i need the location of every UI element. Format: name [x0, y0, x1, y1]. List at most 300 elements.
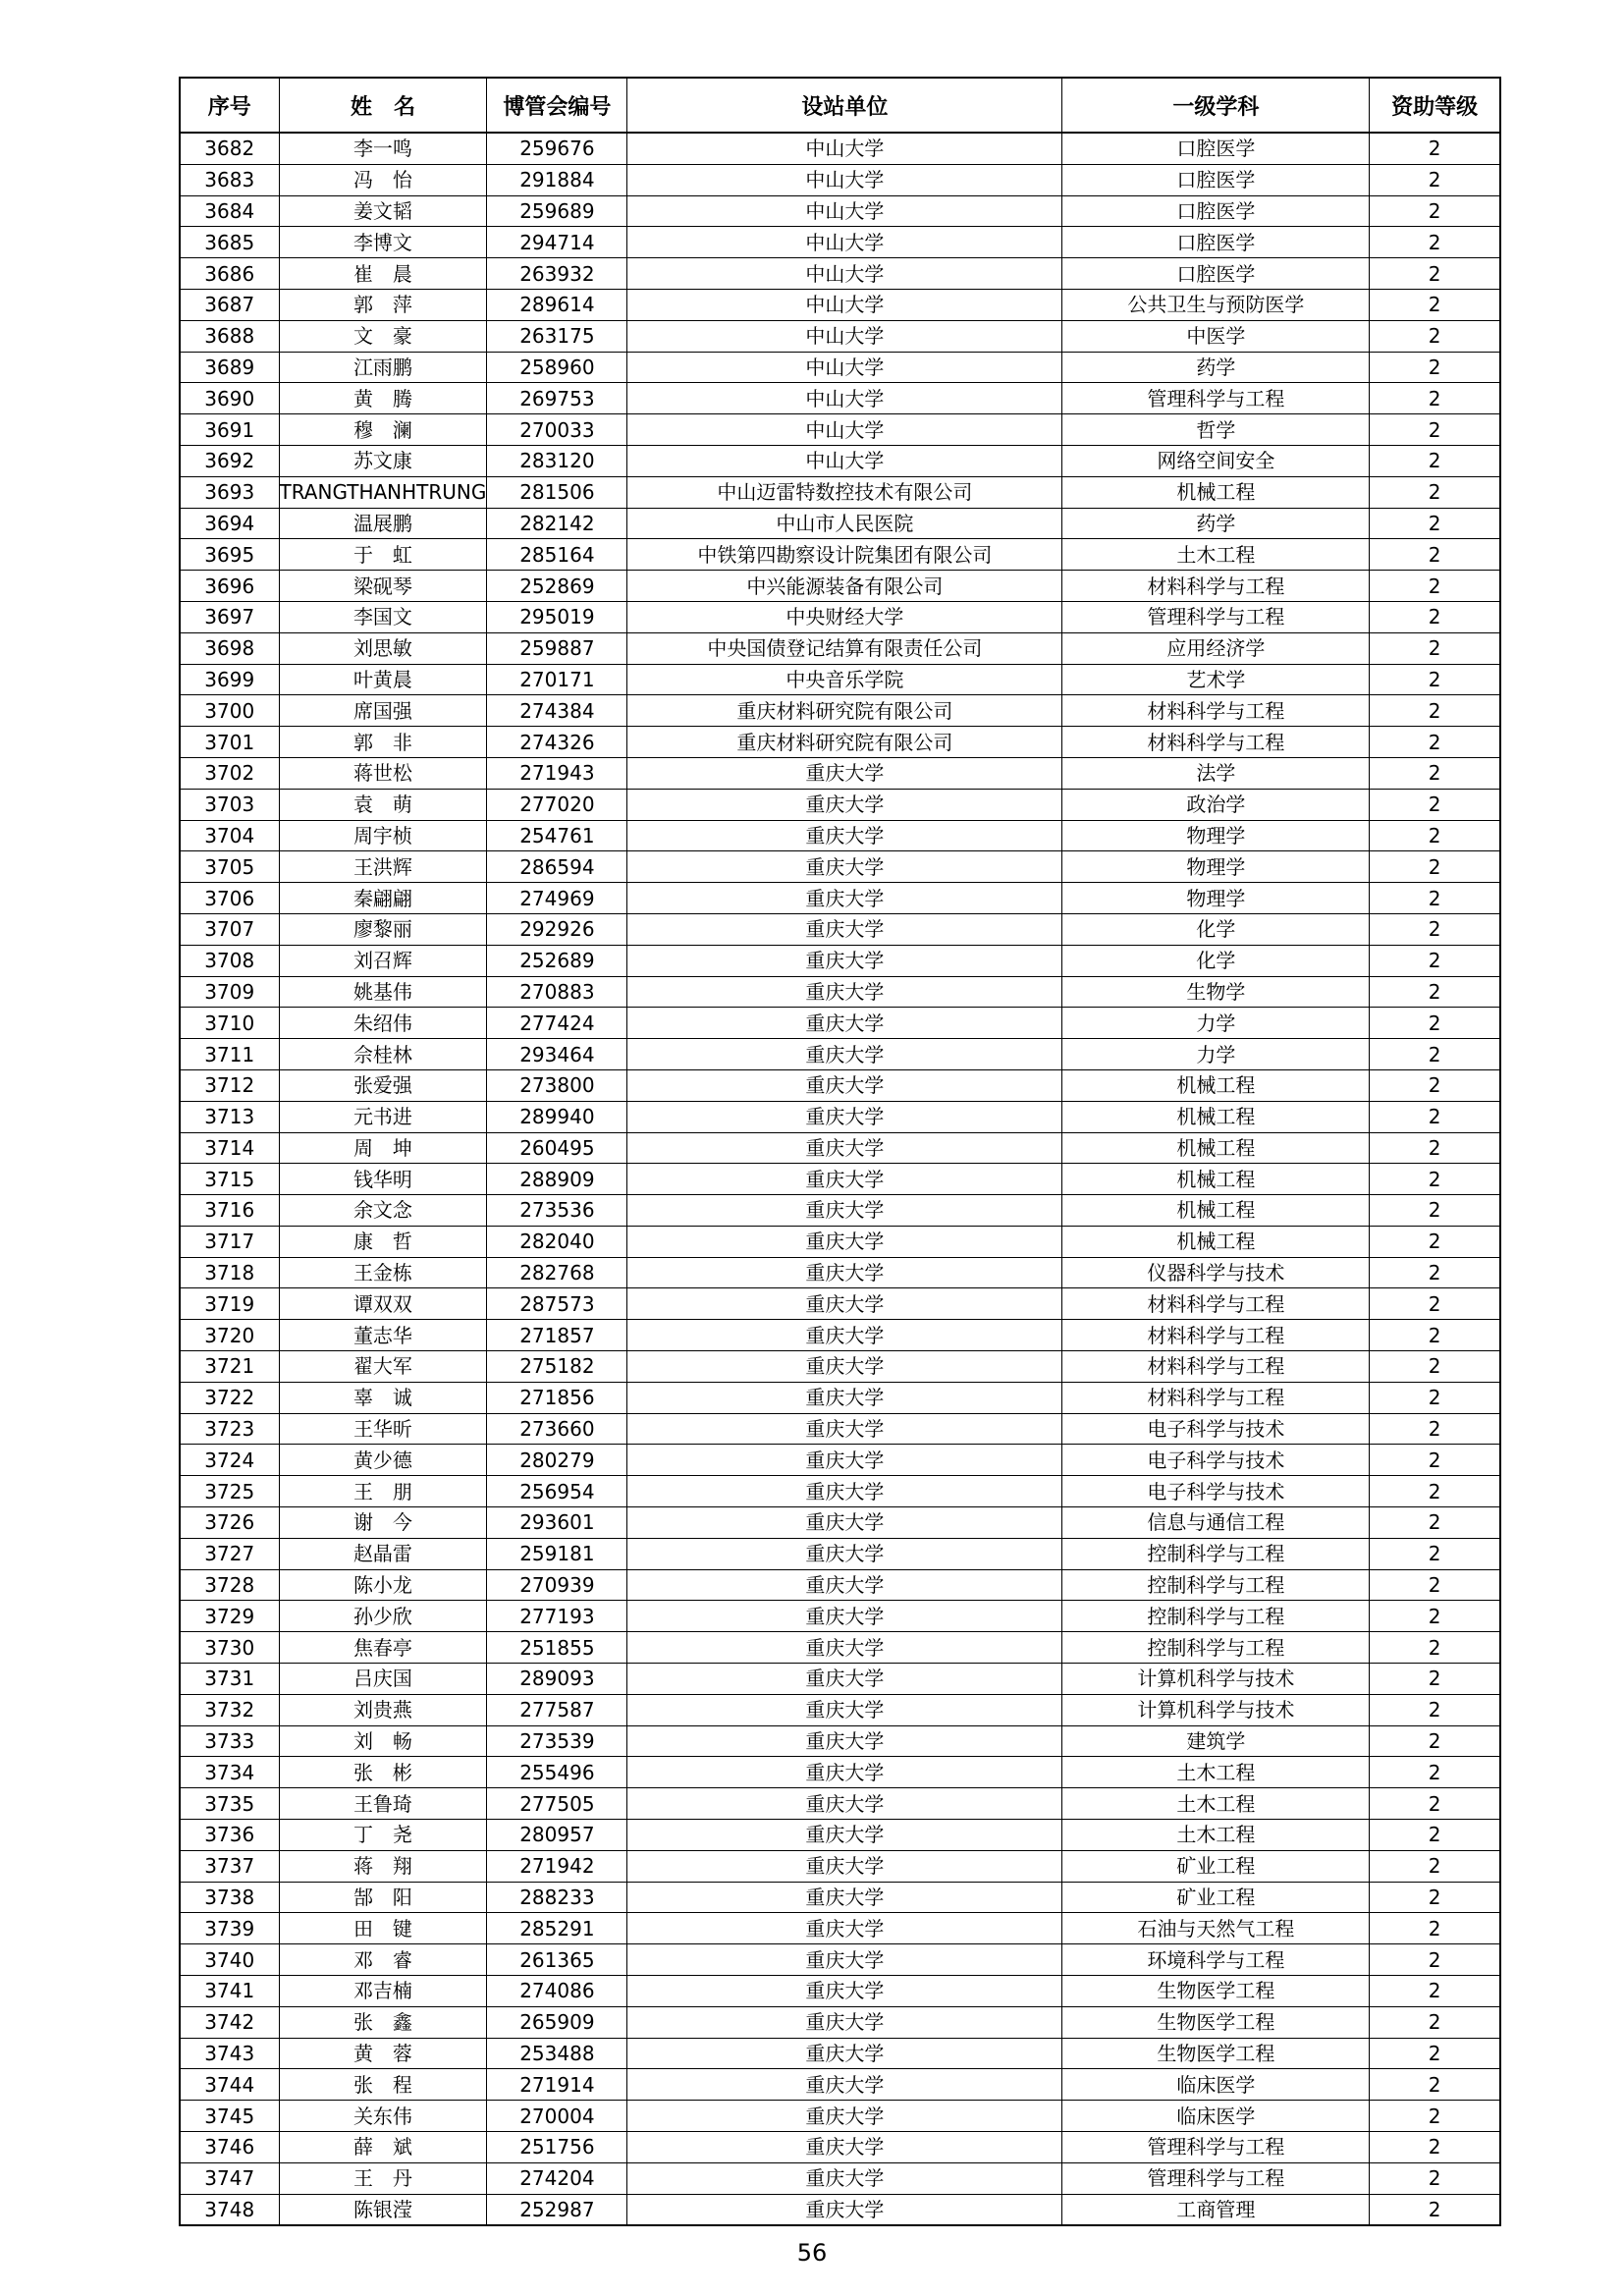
row-index: 3746	[180, 2132, 279, 2163]
row-discipline: 生物学	[1062, 976, 1370, 1008]
row-unit: 重庆材料研究院有限公司	[627, 727, 1062, 758]
row-name: 朱绍伟	[279, 1008, 487, 1039]
row-unit: 重庆大学	[627, 1226, 1062, 1257]
row-index: 3694	[180, 508, 279, 539]
row-unit: 重庆大学	[627, 2101, 1062, 2132]
row-id: 280957	[487, 1820, 627, 1851]
row-name: 黄少德	[279, 1445, 487, 1476]
row-index: 3731	[180, 1664, 279, 1695]
row-index: 3744	[180, 2069, 279, 2101]
row-name: 丁 尧	[279, 1820, 487, 1851]
row-name: 刘召辉	[279, 945, 487, 976]
row-discipline: 口腔医学	[1062, 227, 1370, 258]
row-index: 3682	[180, 133, 279, 164]
row-unit: 中央国债登记结算有限责任公司	[627, 632, 1062, 664]
row-discipline: 力学	[1062, 1008, 1370, 1039]
table-row	[180, 632, 1500, 664]
row-grade: 2	[1370, 1664, 1500, 1695]
row-name: 王鲁琦	[279, 1788, 487, 1820]
row-index: 3693	[180, 476, 279, 508]
row-index: 3688	[180, 320, 279, 352]
row-discipline: 电子科学与技术	[1062, 1476, 1370, 1507]
row-grade: 2	[1370, 727, 1500, 758]
row-id: 253488	[487, 2038, 627, 2069]
row-id: 271943	[487, 757, 627, 789]
row-name: 陈小龙	[279, 1569, 487, 1601]
row-index: 3723	[180, 1413, 279, 1445]
row-name: 董志华	[279, 1320, 487, 1351]
row-id: 274326	[487, 727, 627, 758]
table-row	[180, 1632, 1500, 1664]
row-id: 259181	[487, 1538, 627, 1569]
table-row	[180, 1382, 1500, 1413]
row-index: 3692	[180, 445, 279, 476]
row-index: 3684	[180, 195, 279, 227]
row-name: 陈银滢	[279, 2194, 487, 2225]
row-grade: 2	[1370, 1008, 1500, 1039]
row-id: 270004	[487, 2101, 627, 2132]
row-name: 姜文韬	[279, 195, 487, 227]
row-index: 3732	[180, 1694, 279, 1725]
row-discipline: 材料科学与工程	[1062, 1351, 1370, 1383]
table-row	[180, 1039, 1500, 1070]
row-index: 3701	[180, 727, 279, 758]
row-name: 康 哲	[279, 1226, 487, 1257]
row-unit: 中山大学	[627, 320, 1062, 352]
row-id: 261365	[487, 1944, 627, 1976]
row-grade: 2	[1370, 1944, 1500, 1976]
table-row	[180, 571, 1500, 602]
row-unit: 重庆大学	[627, 2006, 1062, 2038]
row-unit: 重庆大学	[627, 1788, 1062, 1820]
row-grade: 2	[1370, 1413, 1500, 1445]
row-unit: 中山市人民医院	[627, 508, 1062, 539]
row-name: 袁 萌	[279, 789, 487, 820]
row-unit: 重庆大学	[627, 1913, 1062, 1944]
row-name: 刘贵燕	[279, 1694, 487, 1725]
row-unit: 重庆大学	[627, 945, 1062, 976]
row-grade: 2	[1370, 789, 1500, 820]
row-id: 254761	[487, 820, 627, 851]
row-id: 270033	[487, 414, 627, 446]
row-name: 姚基伟	[279, 976, 487, 1008]
row-grade: 2	[1370, 1507, 1500, 1539]
row-grade: 2	[1370, 1725, 1500, 1757]
row-grade: 2	[1370, 851, 1500, 883]
row-name: 黄 蓉	[279, 2038, 487, 2069]
row-discipline: 电子科学与技术	[1062, 1413, 1370, 1445]
table-row	[180, 976, 1500, 1008]
row-discipline: 口腔医学	[1062, 133, 1370, 164]
row-id: 277193	[487, 1601, 627, 1632]
row-grade: 2	[1370, 1632, 1500, 1664]
row-index: 3743	[180, 2038, 279, 2069]
row-unit: 重庆大学	[627, 1476, 1062, 1507]
row-index: 3683	[180, 164, 279, 195]
row-name: TRANGTHANHTRUNG	[279, 476, 487, 508]
row-id: 274969	[487, 883, 627, 914]
row-index: 3711	[180, 1039, 279, 1070]
row-unit: 重庆大学	[627, 2038, 1062, 2069]
row-index: 3747	[180, 2162, 279, 2194]
row-discipline: 材料科学与工程	[1062, 571, 1370, 602]
row-index: 3707	[180, 913, 279, 945]
row-unit: 中山大学	[627, 195, 1062, 227]
table-row	[180, 913, 1500, 945]
row-grade: 2	[1370, 1039, 1500, 1070]
row-name: 辜 诚	[279, 1382, 487, 1413]
row-unit: 重庆大学	[627, 1413, 1062, 1445]
table-row	[180, 1320, 1500, 1351]
row-discipline: 电子科学与技术	[1062, 1445, 1370, 1476]
row-id: 258960	[487, 352, 627, 383]
row-grade: 2	[1370, 695, 1500, 727]
row-grade: 2	[1370, 414, 1500, 446]
postdoc-funding-table	[179, 77, 1501, 2226]
row-id: 292926	[487, 913, 627, 945]
row-unit: 重庆大学	[627, 1101, 1062, 1132]
row-index: 3704	[180, 820, 279, 851]
row-grade: 2	[1370, 1694, 1500, 1725]
table-body	[180, 133, 1500, 2225]
row-grade: 2	[1370, 1569, 1500, 1601]
row-unit: 中山大学	[627, 258, 1062, 290]
row-index: 3686	[180, 258, 279, 290]
row-discipline: 管理科学与工程	[1062, 383, 1370, 414]
row-id: 277505	[487, 1788, 627, 1820]
row-id: 280279	[487, 1445, 627, 1476]
table-row	[180, 1601, 1500, 1632]
row-grade: 2	[1370, 352, 1500, 383]
row-unit: 重庆大学	[627, 1976, 1062, 2007]
row-index: 3727	[180, 1538, 279, 1569]
row-discipline: 生物医学工程	[1062, 1976, 1370, 2007]
row-name: 张 彬	[279, 1757, 487, 1788]
row-grade: 2	[1370, 258, 1500, 290]
row-index: 3689	[180, 352, 279, 383]
header-id: 博管会编号	[487, 78, 627, 133]
table-row	[180, 2101, 1500, 2132]
row-discipline: 公共卫生与预防医学	[1062, 289, 1370, 320]
row-discipline: 艺术学	[1062, 664, 1370, 695]
row-unit: 中山迈雷特数控技术有限公司	[627, 476, 1062, 508]
row-name: 邓吉楠	[279, 1976, 487, 2007]
row-id: 270883	[487, 976, 627, 1008]
row-discipline: 生物医学工程	[1062, 2006, 1370, 2038]
row-grade: 2	[1370, 1976, 1500, 2007]
row-unit: 重庆大学	[627, 1944, 1062, 1976]
row-unit: 中山大学	[627, 289, 1062, 320]
row-discipline: 机械工程	[1062, 1069, 1370, 1101]
row-id: 289940	[487, 1101, 627, 1132]
row-unit: 重庆大学	[627, 1351, 1062, 1383]
table-row	[180, 2006, 1500, 2038]
table-row	[180, 1288, 1500, 1320]
row-discipline: 力学	[1062, 1039, 1370, 1070]
row-id: 263932	[487, 258, 627, 290]
row-unit: 重庆大学	[627, 1445, 1062, 1476]
table-row	[180, 445, 1500, 476]
row-index: 3741	[180, 1976, 279, 2007]
row-unit: 中铁第四勘察设计院集团有限公司	[627, 539, 1062, 571]
row-grade: 2	[1370, 601, 1500, 632]
row-name: 周 坤	[279, 1132, 487, 1164]
row-discipline: 控制科学与工程	[1062, 1538, 1370, 1569]
row-unit: 重庆大学	[627, 2069, 1062, 2101]
row-id: 274204	[487, 2162, 627, 2194]
row-id: 282768	[487, 1257, 627, 1288]
row-name: 余文念	[279, 1195, 487, 1227]
row-grade: 2	[1370, 1288, 1500, 1320]
row-id: 271942	[487, 1850, 627, 1882]
table-row	[180, 1944, 1500, 1976]
row-grade: 2	[1370, 1913, 1500, 1944]
table-row	[180, 133, 1500, 164]
row-grade: 2	[1370, 2162, 1500, 2194]
table-row	[180, 539, 1500, 571]
row-discipline: 物理学	[1062, 820, 1370, 851]
row-unit: 重庆大学	[627, 883, 1062, 914]
row-name: 王洪辉	[279, 851, 487, 883]
row-discipline: 应用经济学	[1062, 632, 1370, 664]
row-grade: 2	[1370, 1476, 1500, 1507]
row-index: 3687	[180, 289, 279, 320]
row-name: 谢 今	[279, 1507, 487, 1539]
row-grade: 2	[1370, 1257, 1500, 1288]
row-grade: 2	[1370, 1757, 1500, 1788]
table-row	[180, 195, 1500, 227]
row-name: 张 程	[279, 2069, 487, 2101]
row-name: 张爱强	[279, 1069, 487, 1101]
row-index: 3721	[180, 1351, 279, 1383]
row-name: 钱华明	[279, 1164, 487, 1195]
row-discipline: 口腔医学	[1062, 195, 1370, 227]
row-id: 251855	[487, 1632, 627, 1664]
row-grade: 2	[1370, 2101, 1500, 2132]
row-discipline: 生物医学工程	[1062, 2038, 1370, 2069]
table-row	[180, 757, 1500, 789]
row-grade: 2	[1370, 1351, 1500, 1383]
row-id: 251756	[487, 2132, 627, 2163]
row-discipline: 控制科学与工程	[1062, 1569, 1370, 1601]
row-id: 259887	[487, 632, 627, 664]
row-name: 崔 晨	[279, 258, 487, 290]
row-unit: 中山大学	[627, 352, 1062, 383]
row-id: 263175	[487, 320, 627, 352]
row-id: 255496	[487, 1757, 627, 1788]
row-id: 277020	[487, 789, 627, 820]
table-row	[180, 164, 1500, 195]
row-name: 黄 腾	[279, 383, 487, 414]
table-row	[180, 1195, 1500, 1227]
row-index: 3695	[180, 539, 279, 571]
row-grade: 2	[1370, 1320, 1500, 1351]
row-grade: 2	[1370, 2069, 1500, 2101]
row-unit: 重庆大学	[627, 1820, 1062, 1851]
row-grade: 2	[1370, 164, 1500, 195]
row-discipline: 控制科学与工程	[1062, 1632, 1370, 1664]
row-discipline: 材料科学与工程	[1062, 1320, 1370, 1351]
table-row	[180, 1069, 1500, 1101]
row-id: 252689	[487, 945, 627, 976]
row-discipline: 计算机科学与技术	[1062, 1694, 1370, 1725]
row-index: 3717	[180, 1226, 279, 1257]
row-id: 252987	[487, 2194, 627, 2225]
table-row	[180, 383, 1500, 414]
row-index: 3713	[180, 1101, 279, 1132]
row-unit: 重庆大学	[627, 1694, 1062, 1725]
table-row	[180, 1725, 1500, 1757]
row-name: 郜 阳	[279, 1882, 487, 1913]
table-row	[180, 1132, 1500, 1164]
row-name: 佘桂林	[279, 1039, 487, 1070]
row-grade: 2	[1370, 571, 1500, 602]
row-grade: 2	[1370, 2038, 1500, 2069]
row-discipline: 机械工程	[1062, 1226, 1370, 1257]
row-unit: 重庆大学	[627, 1257, 1062, 1288]
row-id: 286594	[487, 851, 627, 883]
row-id: 271857	[487, 1320, 627, 1351]
row-id: 259676	[487, 133, 627, 164]
table-row	[180, 1913, 1500, 1944]
row-discipline: 管理科学与工程	[1062, 2132, 1370, 2163]
row-grade: 2	[1370, 508, 1500, 539]
row-unit: 重庆大学	[627, 851, 1062, 883]
row-grade: 2	[1370, 1164, 1500, 1195]
row-grade: 2	[1370, 1788, 1500, 1820]
row-discipline: 物理学	[1062, 883, 1370, 914]
row-unit: 重庆大学	[627, 1725, 1062, 1757]
row-unit: 中山大学	[627, 164, 1062, 195]
row-name: 王华昕	[279, 1413, 487, 1445]
row-discipline: 机械工程	[1062, 1101, 1370, 1132]
row-name: 邓 睿	[279, 1944, 487, 1976]
row-name: 苏文康	[279, 445, 487, 476]
row-unit: 中央音乐学院	[627, 664, 1062, 695]
row-name: 王 朋	[279, 1476, 487, 1507]
row-grade: 2	[1370, 883, 1500, 914]
header-index: 序号	[180, 78, 279, 133]
row-id: 274086	[487, 1976, 627, 2007]
table-row	[180, 1008, 1500, 1039]
row-grade: 2	[1370, 1601, 1500, 1632]
row-discipline: 机械工程	[1062, 476, 1370, 508]
row-index: 3728	[180, 1569, 279, 1601]
row-index: 3736	[180, 1820, 279, 1851]
row-name: 李国文	[279, 601, 487, 632]
row-index: 3726	[180, 1507, 279, 1539]
table-row	[180, 820, 1500, 851]
row-name: 关东伟	[279, 2101, 487, 2132]
row-unit: 重庆大学	[627, 1632, 1062, 1664]
row-discipline: 机械工程	[1062, 1164, 1370, 1195]
row-name: 周宇桢	[279, 820, 487, 851]
table-row	[180, 1664, 1500, 1695]
row-discipline: 机械工程	[1062, 1132, 1370, 1164]
row-id: 282040	[487, 1226, 627, 1257]
row-discipline: 矿业工程	[1062, 1850, 1370, 1882]
row-index: 3714	[180, 1132, 279, 1164]
row-index: 3698	[180, 632, 279, 664]
row-grade: 2	[1370, 445, 1500, 476]
row-grade: 2	[1370, 1882, 1500, 1913]
row-id: 271856	[487, 1382, 627, 1413]
row-discipline: 物理学	[1062, 851, 1370, 883]
table-row	[180, 508, 1500, 539]
row-unit: 重庆大学	[627, 1195, 1062, 1227]
row-name: 文 豪	[279, 320, 487, 352]
row-grade: 2	[1370, 227, 1500, 258]
row-id: 277587	[487, 1694, 627, 1725]
header-discipline: 一级学科	[1062, 78, 1370, 133]
row-id: 285291	[487, 1913, 627, 1944]
row-discipline: 建筑学	[1062, 1725, 1370, 1757]
row-index: 3742	[180, 2006, 279, 2038]
table-row	[180, 695, 1500, 727]
table-row	[180, 789, 1500, 820]
row-name: 吕庆国	[279, 1664, 487, 1695]
row-name: 温展鹏	[279, 508, 487, 539]
row-index: 3739	[180, 1913, 279, 1944]
row-index: 3706	[180, 883, 279, 914]
row-id: 270171	[487, 664, 627, 695]
table-row	[180, 1757, 1500, 1788]
row-index: 3685	[180, 227, 279, 258]
row-unit: 重庆大学	[627, 1382, 1062, 1413]
row-index: 3730	[180, 1632, 279, 1664]
row-grade: 2	[1370, 195, 1500, 227]
row-discipline: 临床医学	[1062, 2101, 1370, 2132]
table-row	[180, 2069, 1500, 2101]
row-grade: 2	[1370, 289, 1500, 320]
table-row	[180, 1257, 1500, 1288]
row-unit: 重庆大学	[627, 1569, 1062, 1601]
table-row	[180, 945, 1500, 976]
row-discipline: 法学	[1062, 757, 1370, 789]
row-index: 3734	[180, 1757, 279, 1788]
row-discipline: 口腔医学	[1062, 258, 1370, 290]
row-grade: 2	[1370, 1132, 1500, 1164]
row-unit: 重庆大学	[627, 1601, 1062, 1632]
row-discipline: 材料科学与工程	[1062, 695, 1370, 727]
row-unit: 中山大学	[627, 383, 1062, 414]
row-index: 3705	[180, 851, 279, 883]
row-discipline: 石油与天然气工程	[1062, 1913, 1370, 1944]
row-id: 289093	[487, 1664, 627, 1695]
row-id: 252869	[487, 571, 627, 602]
header-grade: 资助等级	[1370, 78, 1500, 133]
row-unit: 重庆大学	[627, 1882, 1062, 1913]
row-unit: 重庆材料研究院有限公司	[627, 695, 1062, 727]
row-index: 3690	[180, 383, 279, 414]
table-row	[180, 1694, 1500, 1725]
row-id: 283120	[487, 445, 627, 476]
row-unit: 重庆大学	[627, 1538, 1062, 1569]
row-discipline: 药学	[1062, 352, 1370, 383]
row-index: 3691	[180, 414, 279, 446]
row-name: 刘 畅	[279, 1725, 487, 1757]
row-id: 269753	[487, 383, 627, 414]
row-discipline: 哲学	[1062, 414, 1370, 446]
table-row	[180, 476, 1500, 508]
row-unit: 中山大学	[627, 445, 1062, 476]
row-grade: 2	[1370, 1538, 1500, 1569]
row-index: 3722	[180, 1382, 279, 1413]
table-row	[180, 289, 1500, 320]
row-id: 275182	[487, 1351, 627, 1383]
table-row	[180, 1976, 1500, 2007]
row-unit: 重庆大学	[627, 1320, 1062, 1351]
